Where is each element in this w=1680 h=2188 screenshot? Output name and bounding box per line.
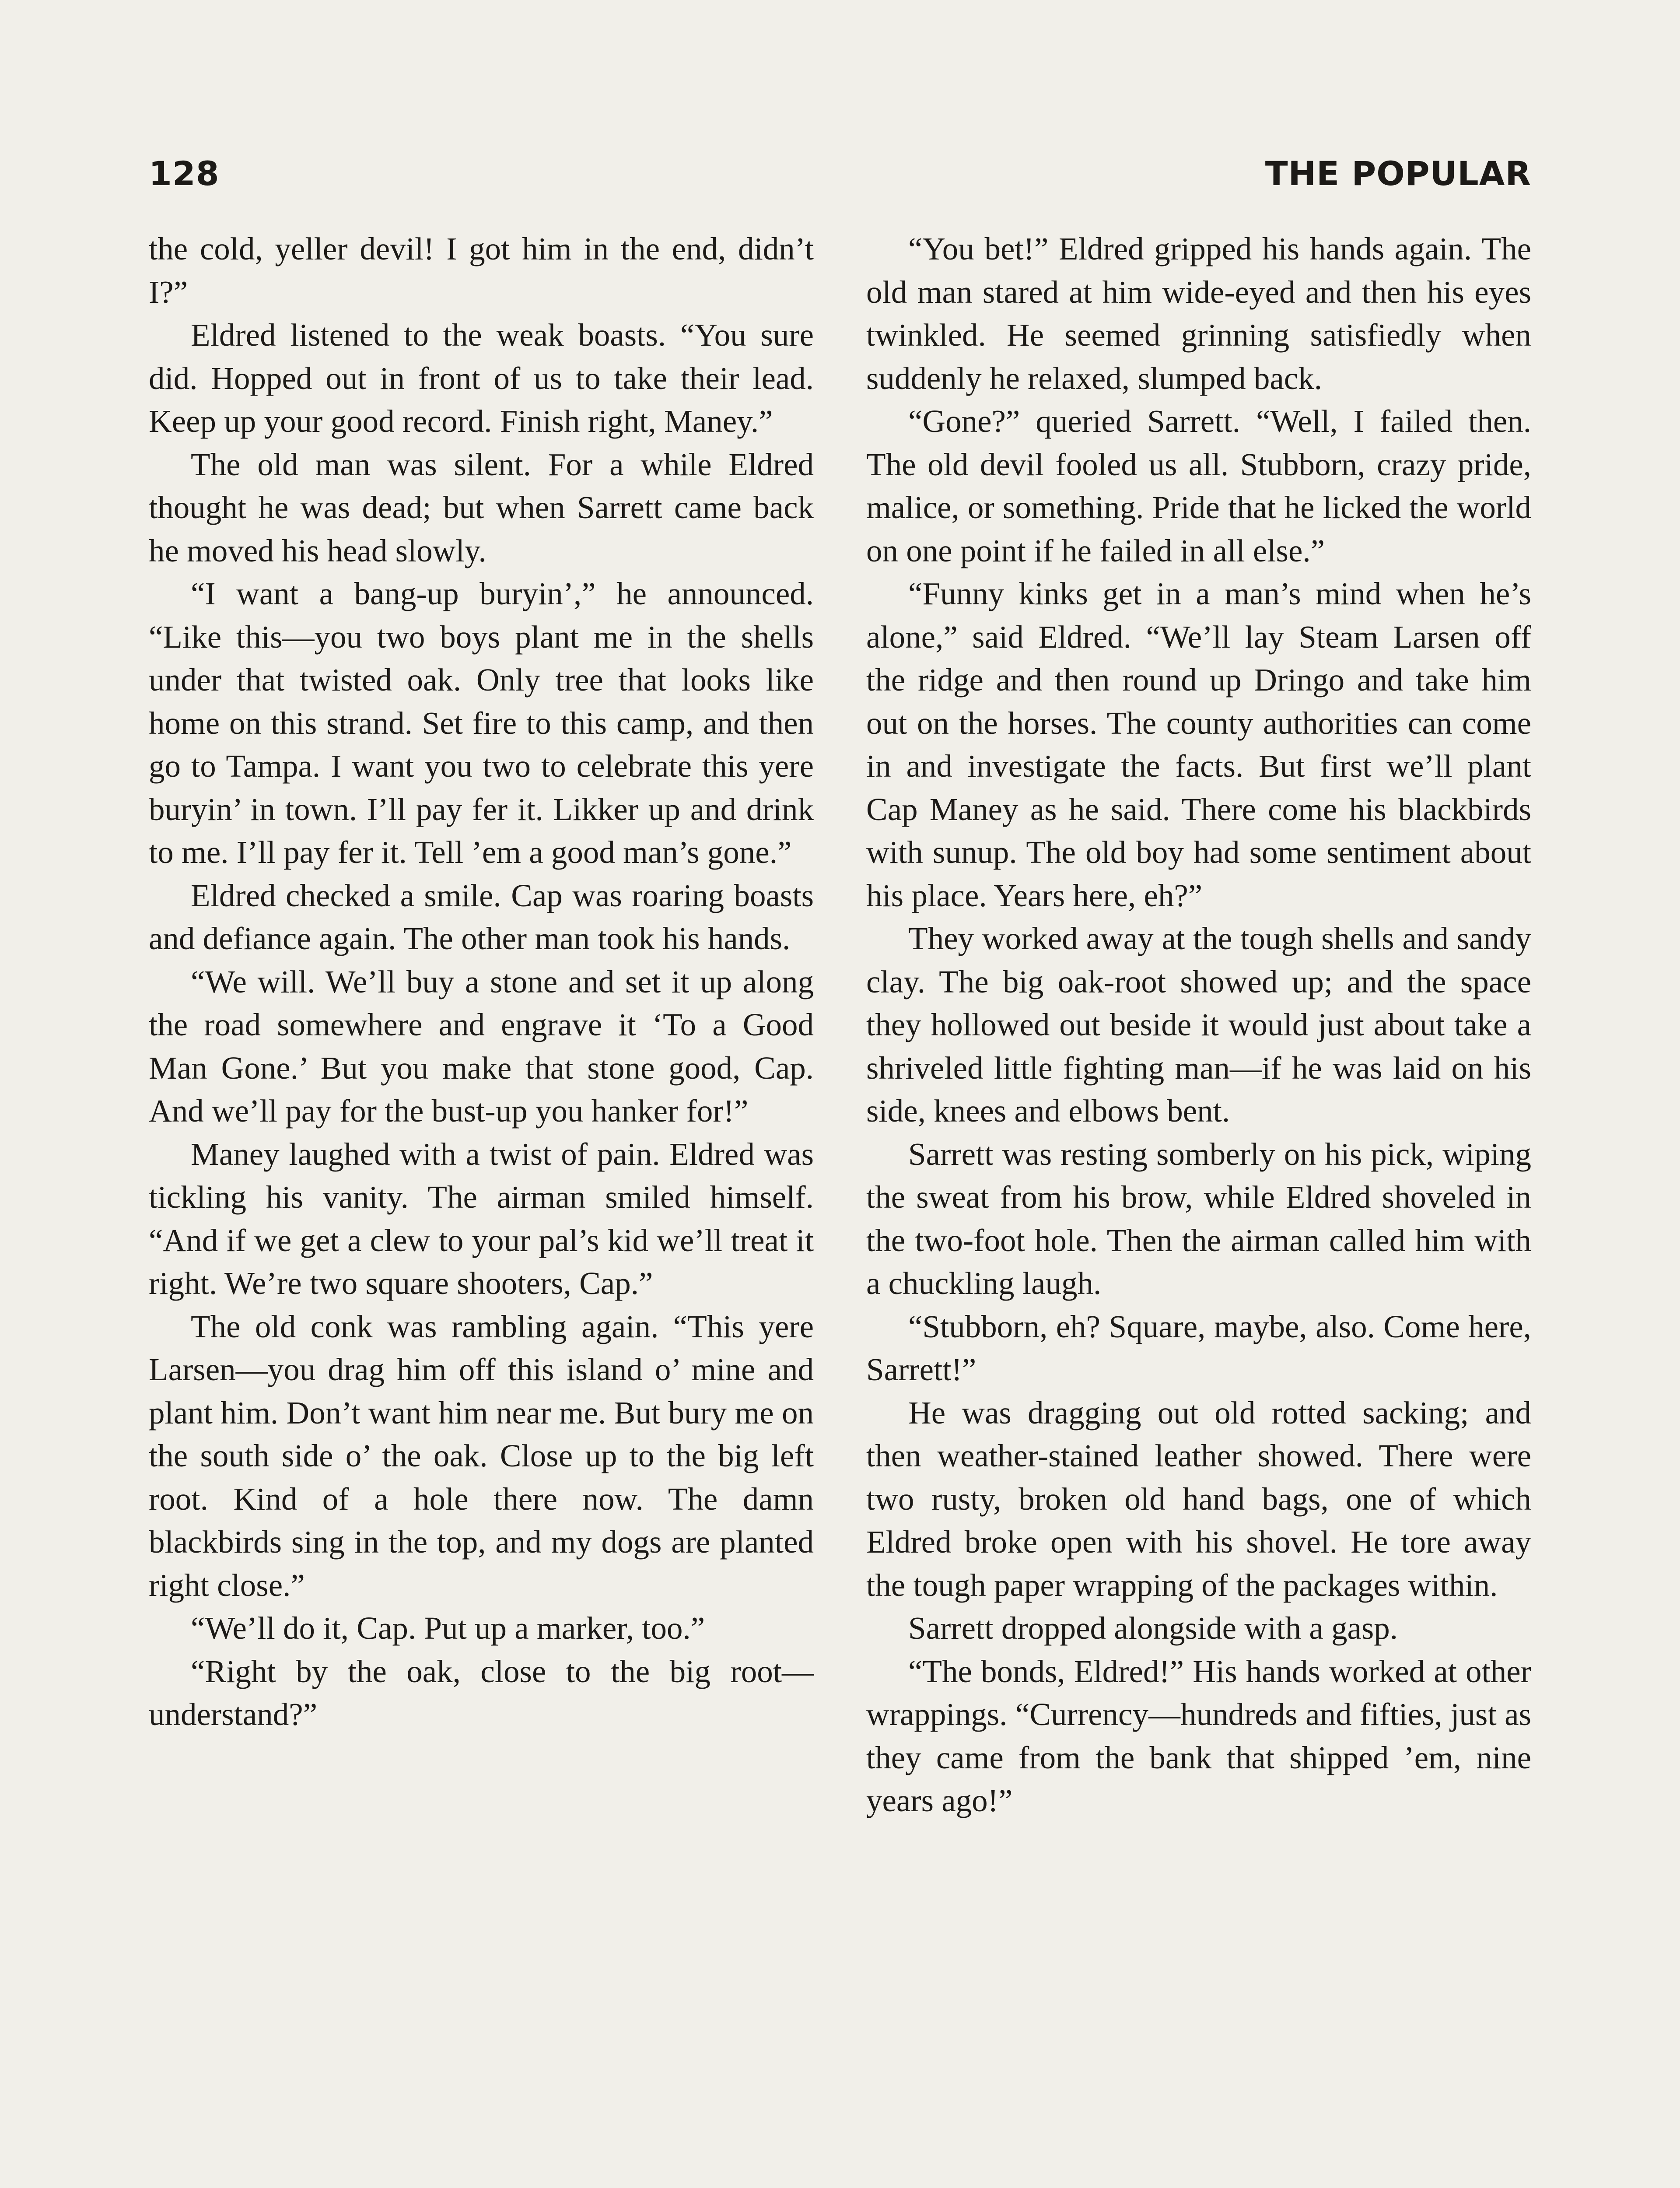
paragraph: “Gone?” queried Sarrett. “Well, I failed then. The old devil fooled us all. Stubborn, crazy pride, malice, or something. Pride that he licked the world on one point if he failed in all else.” bbox=[866, 403, 1531, 568]
right-column bbox=[866, 228, 1531, 2188]
story-text bbox=[149, 228, 1531, 2188]
paragraph: “You bet!” Eldred gripped his hands again. The old man stared at him wide-eyed and then his eyes twinkled. He seemed grinning satisfiedly when suddenly he relaxed, slumped back. bbox=[866, 231, 1531, 396]
paragraph: Eldred checked a smile. Cap was roaring boasts and defiance again. The other man took his hands. bbox=[149, 877, 814, 956]
paragraph: The old man was silent. For a while Eldred thought he was dead; but when Sarrett came back he moved his head slowly. bbox=[149, 446, 814, 568]
paragraph: The old conk was rambling again. “This yere Larsen—you drag him off this island o’ mine and plant him. Don’t want him near me. But bury me on the south side o’ the oak. Close up to the big left root. Kind of a hole there now. The damn blackbirds sing in the top, and my dogs are planted right close.” bbox=[149, 1308, 814, 1603]
paragraph: “The bonds, Eldred!” His hands worked at other wrappings. “Currency—hundreds and fifties, just as they came from the bank that shipped ’em, nine years ago!” bbox=[866, 1653, 1531, 1818]
left-column bbox=[149, 228, 814, 2188]
paragraph: “Stubborn, eh? Square, maybe, also. Come here, Sarrett!” bbox=[866, 1308, 1531, 1387]
paragraph: “Right by the oak, close to the big root—understand?” bbox=[149, 1653, 814, 1732]
paragraph: “We will. We’ll buy a stone and set it up along the road somewhere and engrave it ‘To a Good Man Gone.’ But you make that stone good, Cap. And we’ll pay for the bust-up you hanker for!” bbox=[149, 964, 814, 1129]
paragraph: Sarrett dropped alongside with a gasp. bbox=[908, 1610, 1398, 1646]
paragraph: Sarrett was resting somberly on his pick, wiping the sweat from his brow, while Eldred shoveled in the two-foot hole. Then the airman called him with a chuckling laugh. bbox=[866, 1136, 1531, 1301]
paragraph: They worked away at the tough shells and sandy clay. The big oak-root showed up; and the space they hollowed out beside it would just about take a shriveled little fighting man—if he was laid on his side, knees and elbows bent. bbox=[866, 921, 1531, 1129]
paragraph: “We’ll do it, Cap. Put up a marker, too.” bbox=[191, 1610, 705, 1646]
paragraph: Maney laughed with a twist of pain. Eldred was tickling his vanity. The airman smiled himself. “And if we get a clew to your pal’s kid we’ll treat it right. We’re two square shooters, Cap.” bbox=[149, 1136, 814, 1301]
paragraph: Eldred listened to the weak boasts. “You sure did. Hopped out in front of us to take their lead. Keep up your good record. Finish right, Maney.” bbox=[149, 317, 814, 439]
page-header bbox=[149, 154, 1531, 202]
paragraph: “Funny kinks get in a man’s mind when he’s alone,” said Eldred. “We’ll lay Steam Larsen off the ridge and then round up Dringo and take him out on the horses. The county authorities can come in and investigate the facts. But first we’ll plant Cap Maney as he said. There come his blackbirds with sunup. The old boy had some sentiment about his place. Years here, eh?” bbox=[866, 576, 1531, 913]
paragraph: He was dragging out old rotted sacking; and then weather-stained leather showed. There were two rusty, broken old hand bags, one of which Eldred broke open with his shovel. He tore away the tough paper wrapping of the packages within. bbox=[866, 1395, 1531, 1603]
paragraph: the cold, yeller devil! I got him in the end, didn’t I?” bbox=[149, 231, 814, 310]
paragraph: “I want a bang-up buryin’,” he announced. “Like this—you two boys plant me in the shells under that twisted oak. Only tree that looks like home on this strand. Set fire to this camp, and then go to Tampa. I want you two to celebrate this yere buryin’ in town. I’ll pay fer it. Likker up and drink to me. I’ll pay fer it. Tell ’em a good man’s gone.” bbox=[149, 576, 814, 870]
page-number: 128 bbox=[149, 154, 220, 193]
magazine-title: THE POPULAR bbox=[1265, 154, 1531, 193]
